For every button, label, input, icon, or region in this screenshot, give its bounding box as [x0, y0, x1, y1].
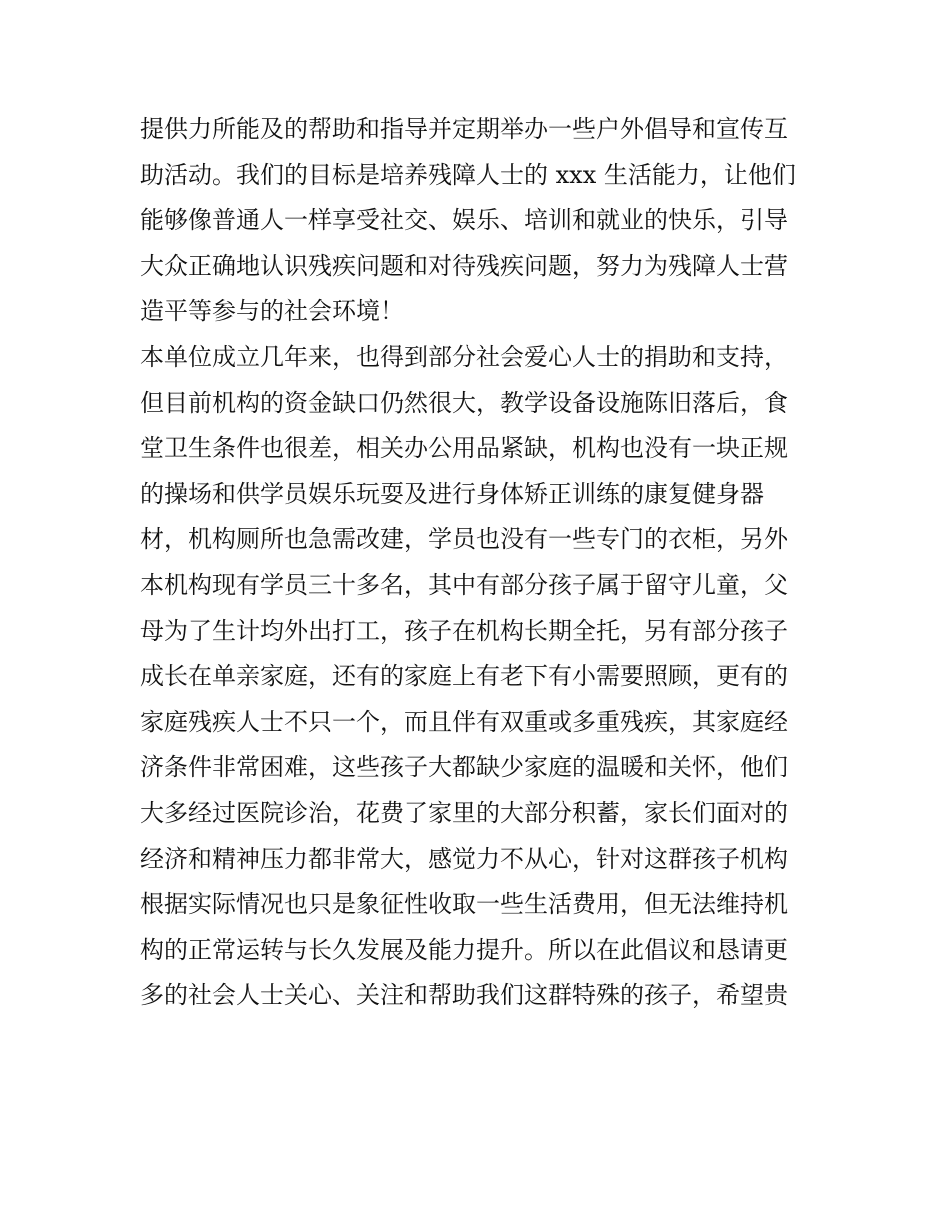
text-line: 家庭残疾人士不只一个，而且伴有双重或多重残疾，其家庭经 — [140, 707, 788, 736]
text-line: 本机构现有学员三十多名，其中有部分孩子属于留守儿童，父 — [140, 570, 788, 599]
text-line: 济条件非常困难，这些孩子大都缺少家庭的温暖和关怀，他们 — [140, 753, 788, 782]
body-text — [140, 107, 820, 1019]
text-line: 堂卫生条件也很差，相关办公用品紧缺，机构也没有一块正规 — [140, 434, 788, 463]
text-line: 经济和精神压力都非常大，感觉力不从心，针对这群孩子机构 — [140, 844, 788, 873]
text-line: 多的社会人士关心、关注和帮助我们这群特殊的孩子，希望贵 — [140, 981, 788, 1010]
text-line: 造平等参与的社会环境！ — [140, 297, 404, 326]
text-line: 本单位成立几年来，也得到部分社会爱心人士的捐助和支持， — [140, 342, 788, 371]
text-line: 的操场和供学员娱乐玩耍及进行身体矫正训练的康复健身器 — [140, 479, 764, 508]
text-line: 能够像普通人一样享受社交、娱乐、培训和就业的快乐，引导 — [140, 206, 788, 235]
text-line: 母为了生计均外出打工，孩子在机构长期全托，另有部分孩子 — [140, 616, 788, 645]
text-line: 大众正确地认识残疾问题和对待残疾问题，努力为残障人士营 — [140, 251, 788, 280]
text-line: 助活动。我们的目标是培养残障人士的 xxx 生活能力，让他们 — [140, 160, 796, 189]
text-line: 成长在单亲家庭，还有的家庭上有老下有小需要照顾，更有的 — [140, 662, 788, 691]
text-line: 大多经过医院诊治，花费了家里的大部分积蓄，家长们面对的 — [140, 798, 788, 827]
text-line: 但目前机构的资金缺口仍然很大，教学设备设施陈旧落后，食 — [140, 388, 788, 417]
text-line: 材，机构厕所也急需改建，学员也没有一些专门的衣柜，另外 — [140, 525, 788, 554]
text-line: 提供力所能及的帮助和指导并定期举办一些户外倡导和宣传互 — [140, 115, 788, 143]
text-line: 根据实际情况也只是象征性收取一些生活费用，但无法维持机 — [140, 890, 788, 919]
text-line: 构的正常运转与长久发展及能力提升。所以在此倡议和恳请更 — [140, 935, 788, 964]
